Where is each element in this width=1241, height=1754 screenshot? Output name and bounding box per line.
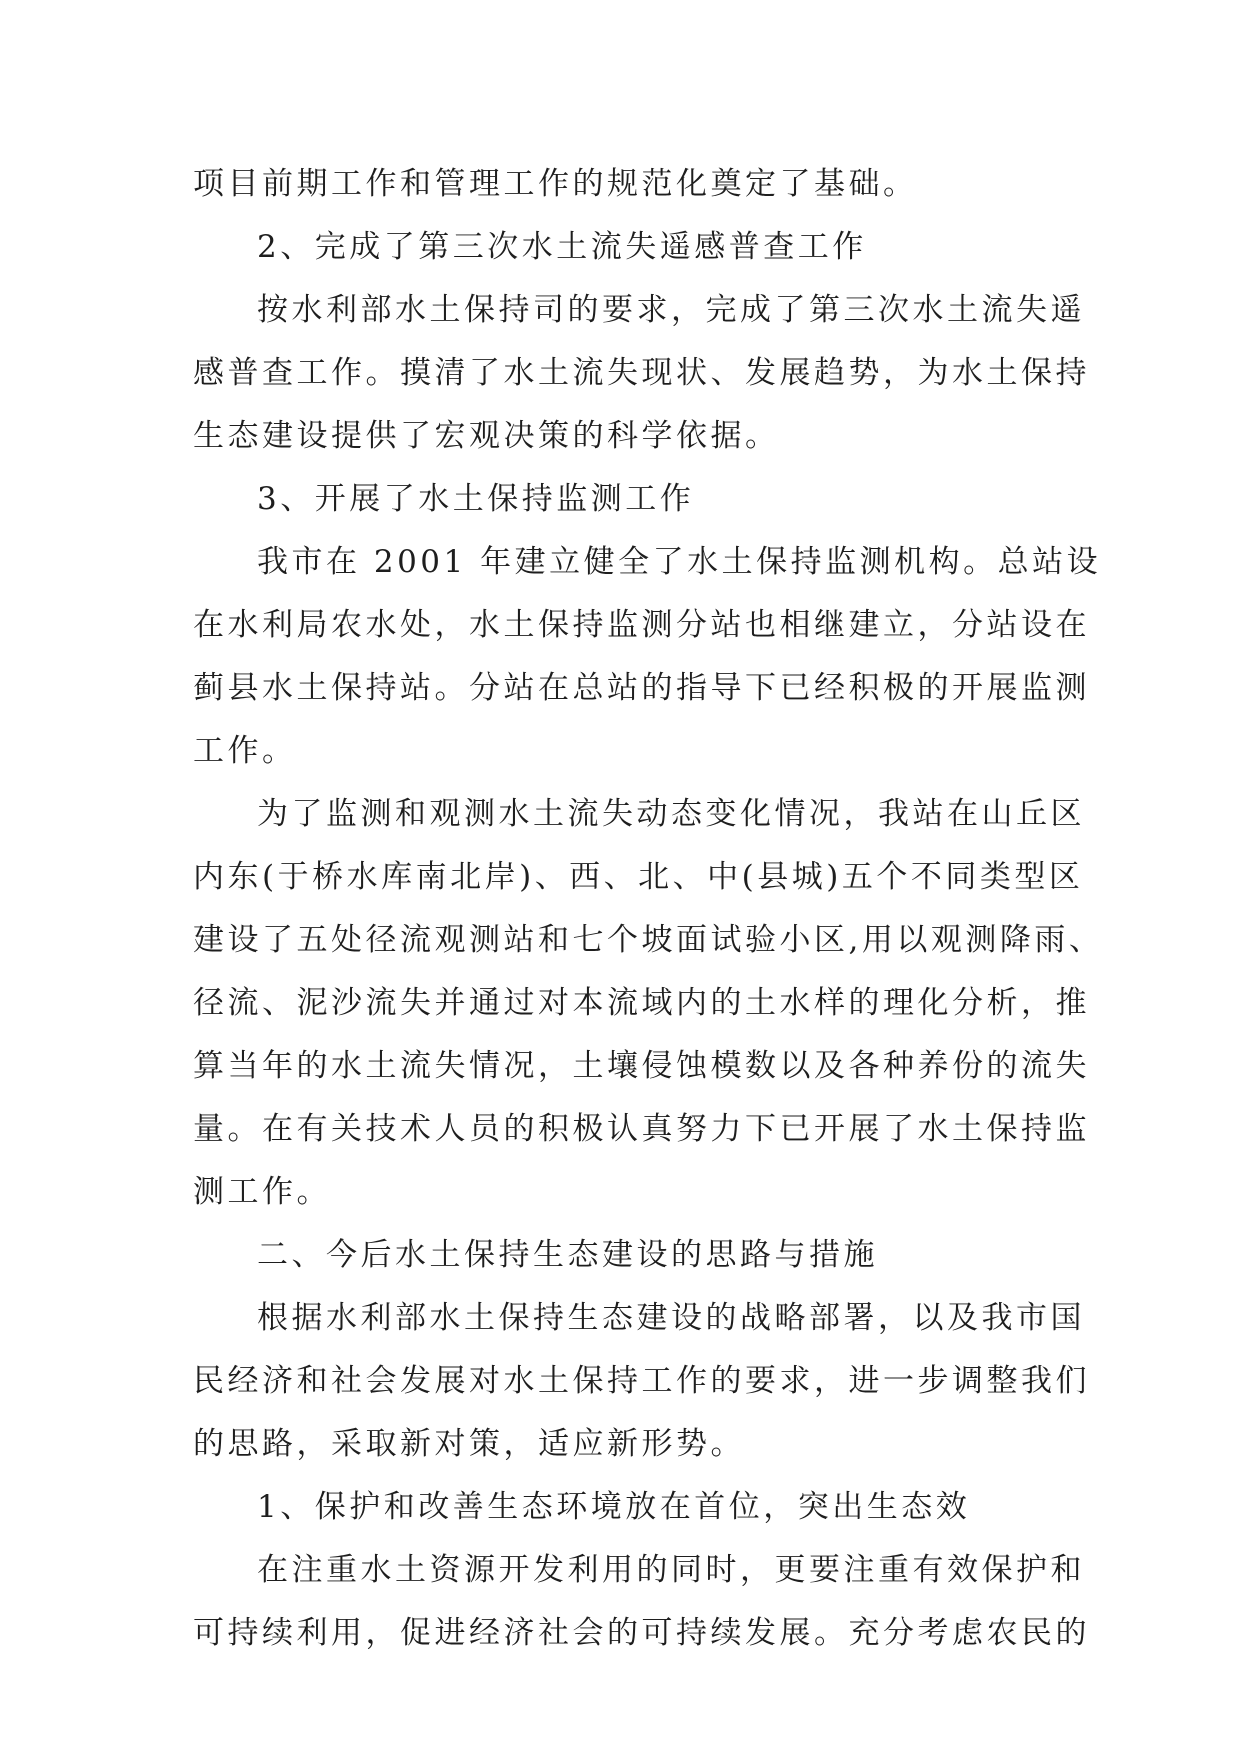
paragraph-p3 — [193, 279, 1090, 468]
text-line: 可持续利用，促进经济社会的可持续发展。充分考虑农民的 — [193, 1615, 1090, 1651]
text-line: 按水利部水土保持司的要求，完成了第三次水土流失遥 — [257, 292, 1085, 328]
text-line: 在水利局农水处，水土保持监测分站也相继建立，分站设在 — [193, 607, 1090, 643]
paragraph-p2 — [193, 216, 1063, 279]
text-line: 感普查工作。摸清了水土流失现状、发展趋势，为水土保持 — [193, 355, 1090, 391]
document-body — [193, 153, 1104, 1665]
text-line: 3、开展了水土保持监测工作 — [257, 481, 695, 517]
text-line: 二、今后水土保持生态建设的思路与措施 — [257, 1237, 878, 1273]
text-line: 算当年的水土流失情况，土壤侵蚀模数以及各种养份的流失 — [193, 1048, 1090, 1084]
text-line: 在注重水土资源开发利用的同时，更要注重有效保护和 — [257, 1552, 1085, 1588]
paragraph-p6 — [193, 783, 1104, 1224]
text-line: 测工作。 — [193, 1174, 331, 1210]
text-line: 项目前期工作和管理工作的规范化奠定了基础。 — [193, 166, 918, 202]
paragraph-p1 — [193, 153, 1063, 216]
text-line: 1、保护和改善生态环境放在首位，突出生态效 — [257, 1489, 971, 1525]
paragraph-p7 — [193, 1224, 1063, 1287]
text-line: 我市在 2001 年建立健全了水土保持监测机构。总站设 — [257, 544, 1102, 580]
text-line: 民经济和社会发展对水土保持工作的要求，进一步调整我们 — [193, 1363, 1090, 1399]
text-line: 2、完成了第三次水土流失遥感普查工作 — [257, 229, 867, 265]
text-line: 量。在有关技术人员的积极认真努力下已开展了水土保持监 — [193, 1111, 1090, 1147]
text-line: 工作。 — [193, 733, 297, 769]
text-line: 内东(于桥水库南北岸)、西、北、中(县城)五个不同类型区 — [193, 859, 1084, 895]
paragraph-p10 — [193, 1539, 1090, 1665]
text-line: 蓟县水土保持站。分站在总站的指导下已经积极的开展监测 — [193, 670, 1090, 706]
text-line: 生态建设提供了宏观决策的科学依据。 — [193, 418, 780, 454]
text-line: 径流、泥沙流失并通过对本流域内的土水样的理化分析，推 — [193, 985, 1090, 1021]
paragraph-p8 — [193, 1287, 1090, 1476]
text-line: 建设了五处径流观测站和七个坡面试验小区,用以观测降雨、 — [193, 922, 1104, 958]
text-line: 根据水利部水土保持生态建设的战略部署，以及我市国 — [257, 1300, 1085, 1336]
paragraph-p9 — [193, 1476, 1063, 1539]
paragraph-p4 — [193, 468, 1063, 531]
text-line: 的思路，采取新对策，适应新形势。 — [193, 1426, 745, 1462]
text-line: 为了监测和观测水土流失动态变化情况，我站在山丘区 — [257, 796, 1085, 832]
paragraph-p5 — [193, 531, 1102, 783]
